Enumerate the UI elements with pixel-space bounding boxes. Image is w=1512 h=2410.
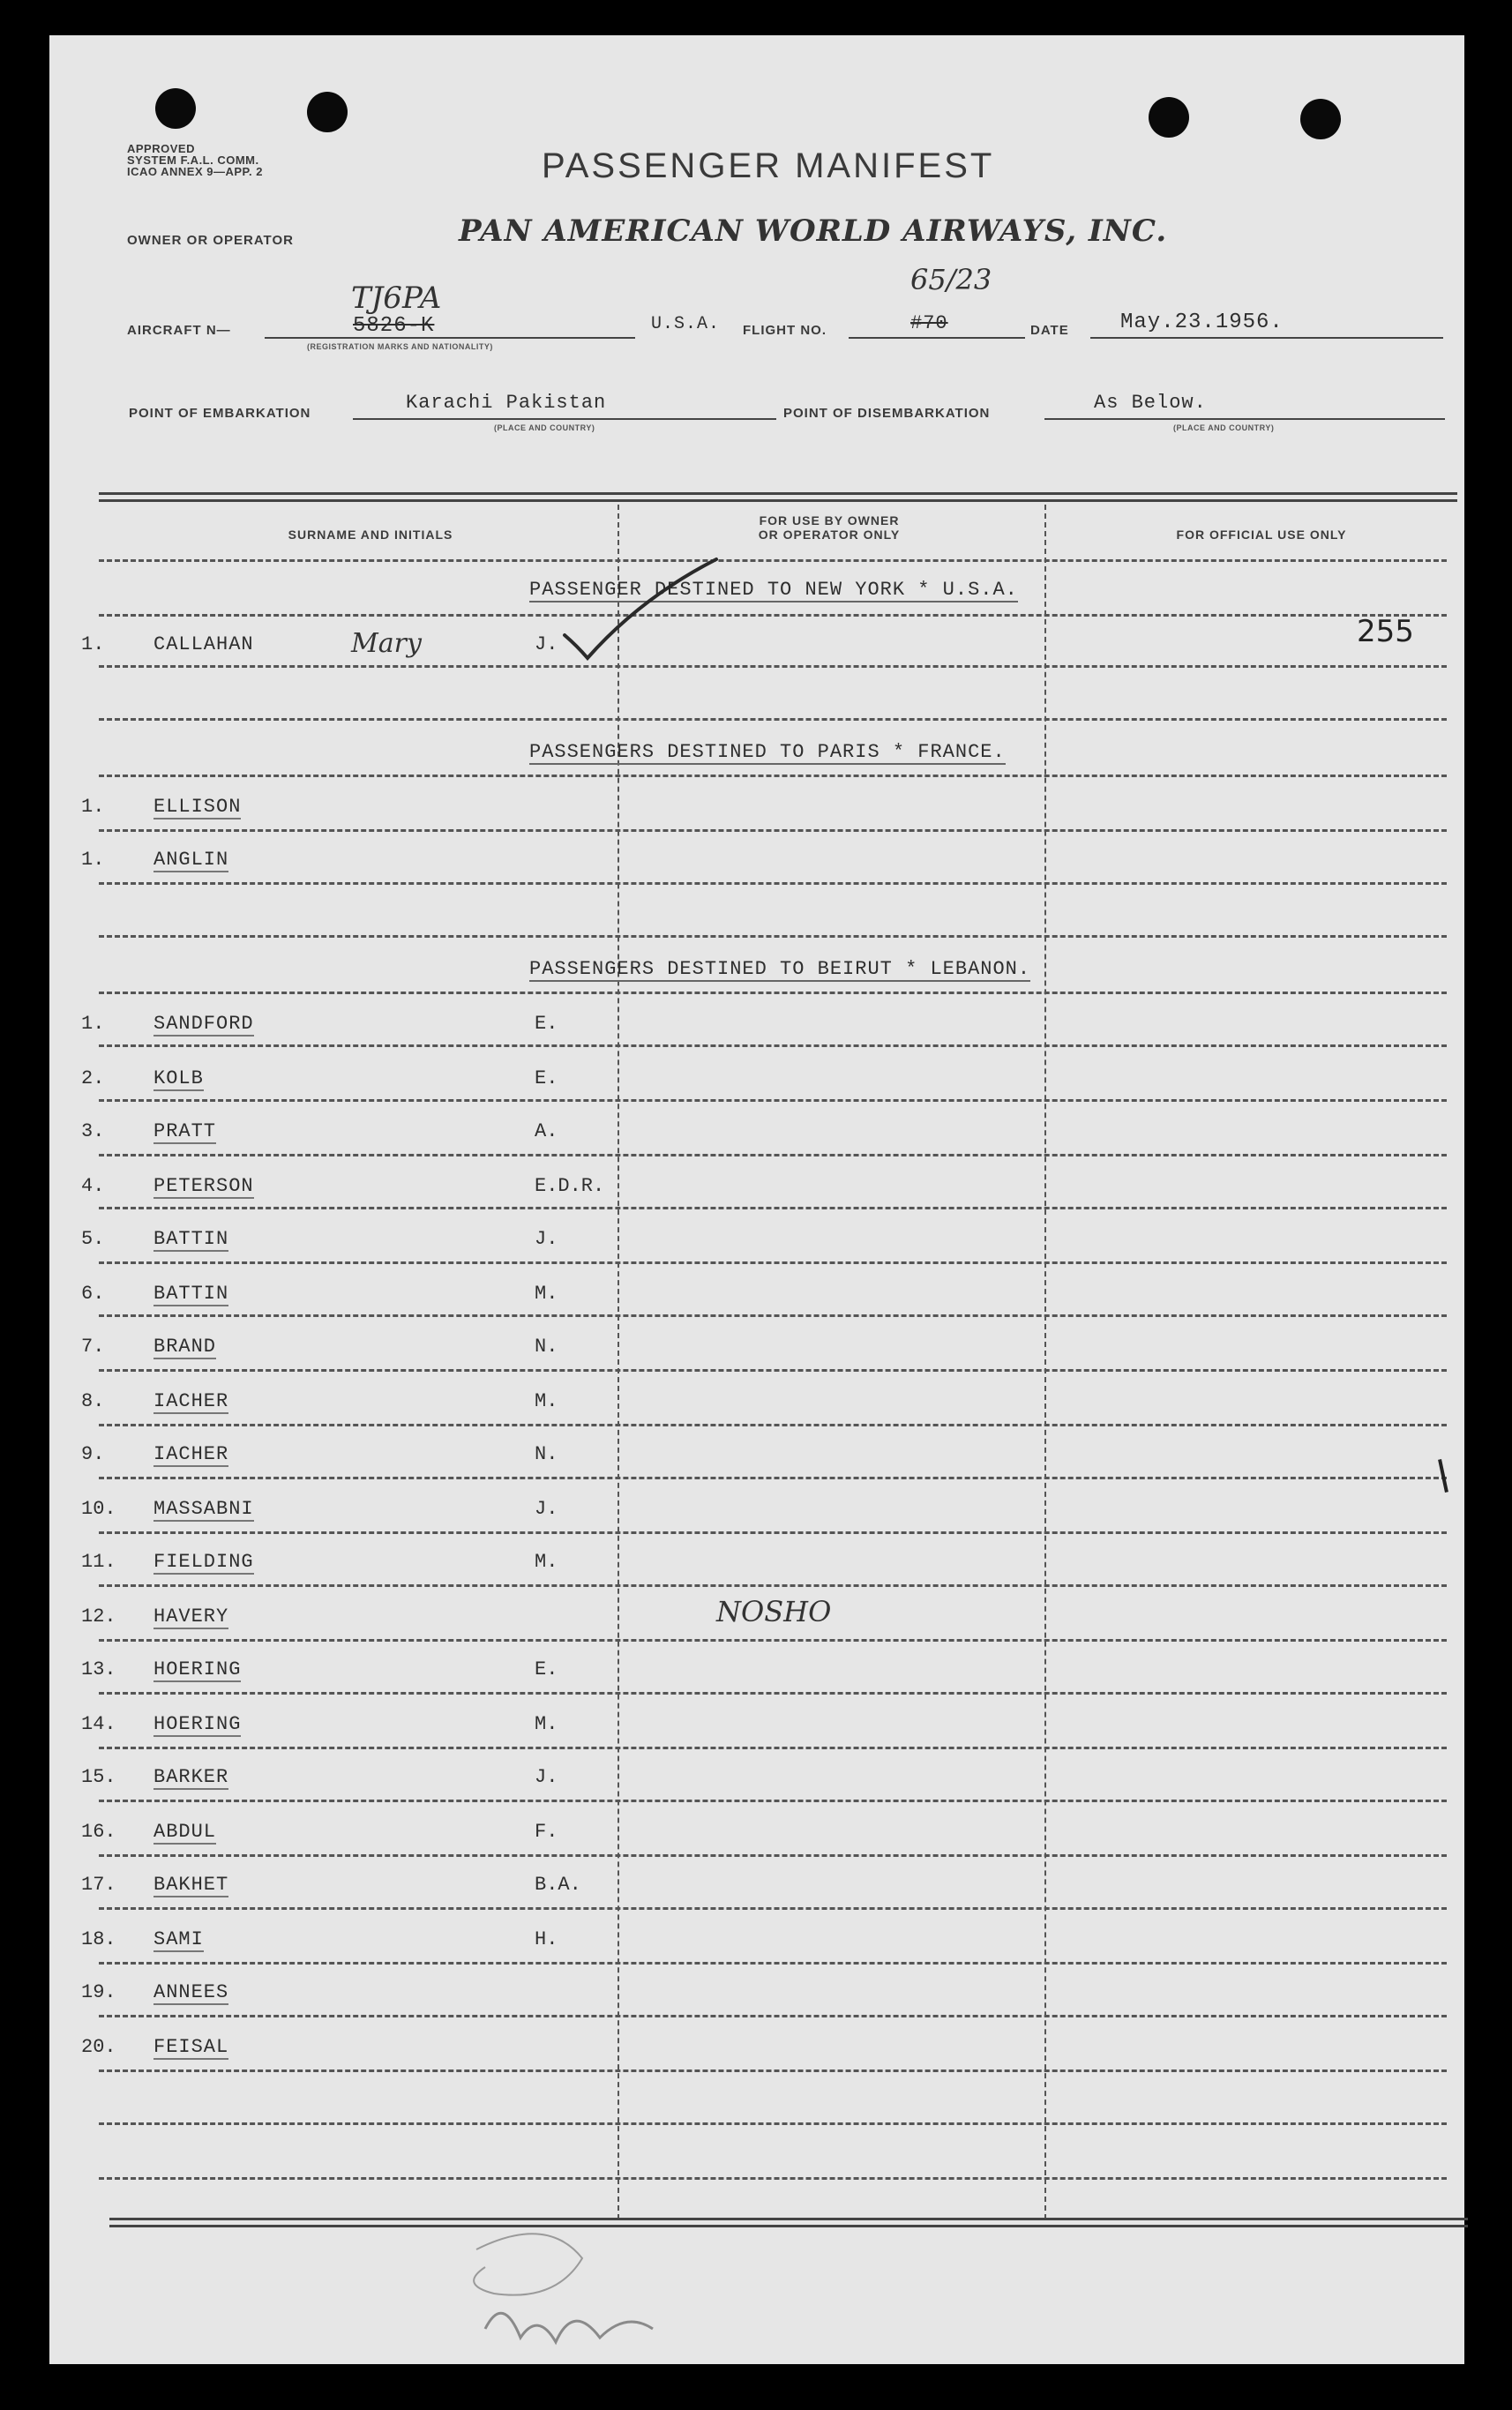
passenger-number: 1.	[81, 633, 105, 655]
flight-date: May.23.1956.	[1120, 311, 1284, 334]
passenger-number: 2.	[81, 1067, 105, 1089]
passenger-surname: SAMI	[153, 1928, 204, 1950]
passenger-surname: MASSABNI	[153, 1498, 254, 1520]
passenger-number: 3.	[81, 1120, 105, 1142]
row-rule	[99, 614, 1447, 617]
passenger-initials: J.	[535, 1228, 558, 1250]
row-rule	[99, 1639, 1447, 1642]
passenger-initials: B.A.	[535, 1874, 581, 1896]
passenger-number: 18.	[81, 1928, 116, 1950]
disembarkation-label: POINT OF DISEMBARKATION	[783, 406, 991, 421]
row-rule	[99, 992, 1447, 994]
owner-use-column-header	[644, 513, 1014, 542]
punch-hole	[1300, 99, 1341, 139]
passenger-number: 1.	[81, 849, 105, 871]
embarkation-caption: (PLACE AND COUNTRY)	[494, 423, 595, 432]
aircraft-handwritten: TJ6PA	[351, 281, 442, 316]
passenger-number: 6.	[81, 1283, 105, 1305]
flight-underline	[849, 337, 1025, 339]
passenger-number: 8.	[81, 1390, 105, 1412]
passenger-surname: ANGLIN	[153, 849, 229, 871]
aircraft-label: AIRCRAFT N—	[127, 323, 231, 338]
passenger-number: 20.	[81, 2036, 116, 2058]
owner-use-line: FOR USE BY OWNER	[759, 513, 900, 528]
check-mark-icon	[561, 554, 720, 663]
passenger-number: 4.	[81, 1175, 105, 1197]
row-rule	[99, 1477, 1447, 1479]
row-rule	[99, 1044, 1447, 1047]
date-label: DATE	[1030, 323, 1069, 338]
passenger-surname: KOLB	[153, 1067, 204, 1089]
passenger-number: 14.	[81, 1713, 116, 1735]
approval-block	[127, 143, 263, 177]
table-top-rule	[99, 492, 1457, 495]
row-rule	[99, 1854, 1447, 1857]
destination-heading: PASSENGERS DESTINED TO PARIS * FRANCE.	[529, 741, 1006, 763]
document-title: PASSENGER MANIFEST	[542, 146, 995, 185]
row-rule	[99, 1800, 1447, 1802]
row-rule	[99, 2069, 1447, 2072]
table-bottom-rule	[109, 2218, 1468, 2220]
flight-label: FLIGHT NO.	[743, 323, 827, 338]
aircraft-underline	[265, 337, 635, 339]
passenger-number: 12.	[81, 1605, 116, 1628]
passenger-surname: PRATT	[153, 1120, 217, 1142]
row-rule	[99, 1747, 1447, 1749]
passenger-initials: A.	[535, 1120, 558, 1142]
passenger-surname: IACHER	[153, 1390, 229, 1412]
passenger-number: 19.	[81, 1981, 116, 2003]
passenger-number: 11.	[81, 1551, 116, 1573]
passenger-initials: E.	[535, 1013, 558, 1035]
disembarkation-value: As Below.	[1094, 392, 1207, 414]
embarkation-underline	[353, 418, 776, 420]
passenger-number: 7.	[81, 1336, 105, 1358]
passenger-surname: HOERING	[153, 1713, 242, 1735]
registration-caption: (REGISTRATION MARKS AND NATIONALITY)	[307, 342, 493, 351]
disembarkation-underline	[1044, 418, 1445, 420]
date-underline	[1090, 337, 1443, 339]
row-rule	[99, 1154, 1447, 1156]
approval-line: SYSTEM F.A.L. COMM.	[127, 153, 259, 167]
official-use-column-header: FOR OFFICIAL USE ONLY	[1176, 528, 1347, 542]
passenger-initials: M.	[535, 1713, 558, 1735]
row-rule	[99, 2015, 1447, 2017]
passenger-surname: CALLAHAN	[153, 633, 254, 655]
table-bottom-rule	[109, 2225, 1468, 2227]
passenger-surname: PETERSON	[153, 1175, 254, 1197]
passenger-initials: N.	[535, 1443, 558, 1465]
passenger-initials: H.	[535, 1928, 558, 1950]
row-rule	[99, 1314, 1447, 1317]
row-rule	[99, 1207, 1447, 1209]
passenger-initials: N.	[535, 1336, 558, 1358]
passenger-initials: E.D.R.	[535, 1175, 605, 1197]
embarkation-value: Karachi Pakistan	[406, 392, 607, 414]
passenger-number: 17.	[81, 1874, 116, 1896]
passenger-surname: FEISAL	[153, 2036, 229, 2058]
row-rule	[99, 559, 1447, 562]
signature-scribble	[423, 2197, 688, 2373]
aircraft-registration: 5826-K	[353, 314, 435, 338]
row-rule	[99, 718, 1447, 721]
passenger-surname: IACHER	[153, 1443, 229, 1465]
row-rule	[99, 829, 1447, 832]
surname-column-header: SURNAME AND INITIALS	[288, 528, 453, 542]
punch-hole	[155, 88, 196, 129]
row-rule	[99, 1692, 1447, 1695]
passenger-initials: M.	[535, 1551, 558, 1573]
passenger-number: 9.	[81, 1443, 105, 1465]
flight-handwritten: 65/23	[910, 263, 992, 296]
passenger-number: 16.	[81, 1821, 116, 1843]
passenger-number: 5.	[81, 1228, 105, 1250]
table-top-rule	[99, 499, 1457, 502]
row-rule	[99, 882, 1447, 885]
passenger-initials: E.	[535, 1067, 558, 1089]
aircraft-nationality: U.S.A.	[651, 314, 721, 334]
passenger-surname: BRAND	[153, 1336, 217, 1358]
passenger-number: 1.	[81, 796, 105, 818]
punch-hole	[1149, 97, 1189, 138]
passenger-number: 15.	[81, 1766, 116, 1788]
row-rule	[99, 1907, 1447, 1910]
row-rule	[99, 1584, 1447, 1587]
passenger-initials: F.	[535, 1821, 558, 1843]
passenger-number: 1.	[81, 1013, 105, 1035]
passenger-surname: ELLISON	[153, 796, 242, 818]
passenger-number: 10.	[81, 1498, 116, 1520]
passenger-number: 13.	[81, 1658, 116, 1680]
operator-name: PAN AMERICAN WORLD AIRWAYS, INC.	[459, 213, 1168, 249]
passenger-surname: HAVERY	[153, 1605, 229, 1628]
passenger-surname: BAKHET	[153, 1874, 229, 1896]
passenger-surname: BARKER	[153, 1766, 229, 1788]
passenger-surname: BATTIN	[153, 1228, 229, 1250]
row-rule	[99, 775, 1447, 777]
row-rule	[99, 1261, 1447, 1264]
passenger-surname: FIELDING	[153, 1551, 254, 1573]
destination-heading: PASSENGERS DESTINED TO BEIRUT * LEBANON.	[529, 958, 1031, 980]
passenger-initials: J.	[535, 1766, 558, 1788]
embarkation-label: POINT OF EMBARKATION	[129, 406, 311, 421]
passenger-surname: ABDUL	[153, 1821, 217, 1843]
approval-line: ICAO ANNEX 9—APP. 2	[127, 165, 263, 178]
row-rule	[99, 665, 1447, 668]
disembarkation-caption: (PLACE AND COUNTRY)	[1173, 423, 1275, 432]
punch-hole	[307, 92, 348, 132]
handwritten-note: NOSHO	[716, 1595, 832, 1628]
passenger-initials: J.	[535, 1498, 558, 1520]
destination-heading: PASSENGER DESTINED TO NEW YORK * U.S.A.	[529, 579, 1018, 601]
official-number: 255	[1357, 614, 1414, 649]
row-rule	[99, 2177, 1447, 2180]
approval-line: APPROVED	[127, 142, 195, 155]
row-rule	[99, 1424, 1447, 1426]
passenger-surname: SANDFORD	[153, 1013, 254, 1035]
owner-label: OWNER OR OPERATOR	[127, 233, 294, 248]
row-rule	[99, 1962, 1447, 1965]
passenger-initials: E.	[535, 1658, 558, 1680]
handwritten-note: Mary	[351, 628, 422, 659]
passenger-surname: ANNEES	[153, 1981, 229, 2003]
owner-use-line: OR OPERATOR ONLY	[758, 528, 901, 542]
row-rule	[99, 1369, 1447, 1372]
flight-typed: #70	[910, 312, 948, 334]
row-rule	[99, 1531, 1447, 1534]
row-rule	[99, 1099, 1447, 1102]
passenger-initials: M.	[535, 1283, 558, 1305]
passenger-surname: HOERING	[153, 1658, 242, 1680]
row-rule	[99, 935, 1447, 938]
passenger-initials: J.	[535, 633, 558, 655]
passenger-initials: M.	[535, 1390, 558, 1412]
row-rule	[99, 2122, 1447, 2125]
passenger-surname: BATTIN	[153, 1283, 229, 1305]
